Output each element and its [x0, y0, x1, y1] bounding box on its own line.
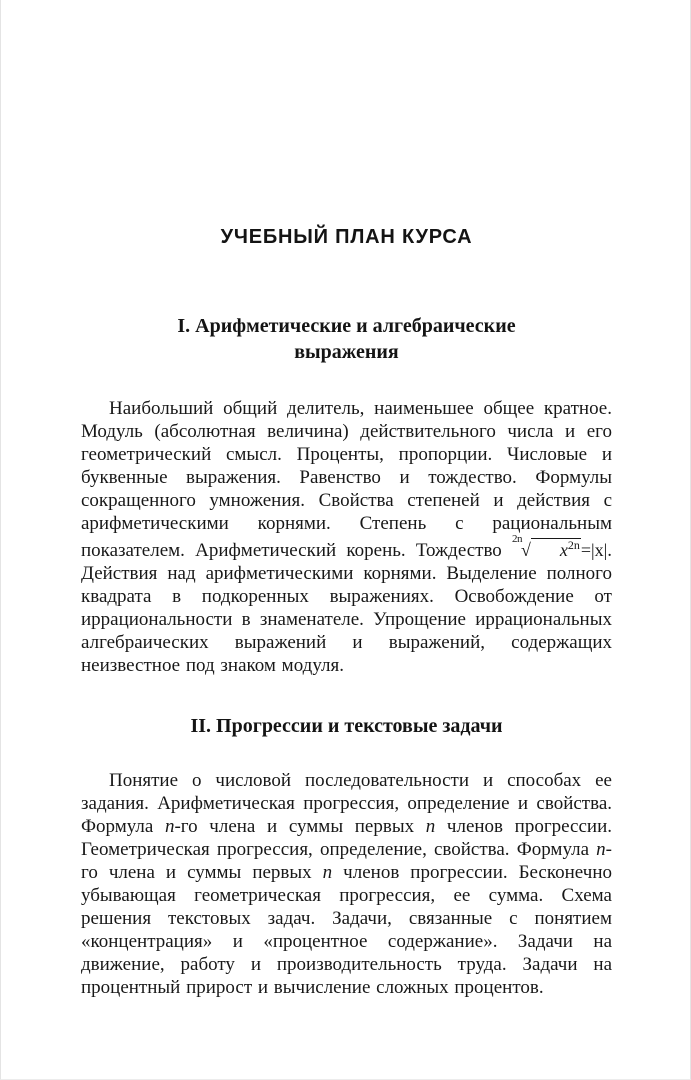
section-1-heading-line-2: выражения: [294, 341, 399, 363]
formula-right-hand-side: =|x|: [580, 540, 608, 560]
paragraph-1-text-before-formula: Наибольший общий делитель, наименьшее общее кратное. Модуль (абсолютная величина) действительного числа и его геометрический смысл. Проценты, пропорции. Числовые и буквенные выражения. Равенство и тождество. Формулы сокращенного умножения. Свойства степеней и действия с арифметическими корнями. Степень с рациональным показателем. Арифметический корень. Тождество: [81, 398, 612, 561]
paragraph-2-segment: -го члена и суммы первых: [174, 816, 426, 837]
text-block: [1, 0, 690, 999]
section-1-heading-line-1: I. Арифметические и алгебраические: [177, 315, 516, 337]
variable-n: n: [322, 862, 333, 883]
paragraph-2-segment: членов прогрессии. Бесконечно убывающая геометрическая прогрессия, ее сумма. Схема решения текстовых задач. Задачи, связанные с понятием «концентрация» и «процентное содержание». Задачи на движение, работу и производительность труда. Задачи на процентный прирост и вычисление сложных процентов.: [81, 862, 612, 998]
root-index: 2n: [512, 533, 522, 545]
radicand-base: x: [559, 540, 568, 560]
paragraph-2-segment: Понятие о числовой последовательности и способах ее задания. Арифметическая прогрессия, определение и свойства. Формула: [81, 770, 612, 837]
paragraph-2: [81, 769, 612, 999]
paragraph-1-text-after-formula: . Действия над арифметическими корнями. Выделение полного квадрата в подкоренных выражениях. Освобождение от иррациональности в знаменателе. Упрощение иррациональных алгебраических выражений и выражений, содержащих неизвестное под знаком модуля.: [81, 540, 612, 676]
variable-n: n: [596, 839, 606, 860]
paragraph-1: [81, 397, 612, 677]
section-1-heading: [81, 313, 612, 365]
paragraph-2-segment: членов прогрессии. Геометрическая прогрессия, определение, свойства. Формула: [81, 816, 612, 860]
variable-n: n: [164, 816, 175, 837]
radicand-exponent: 2n: [567, 538, 580, 552]
paragraph-2-segment: -го члена и суммы первых: [81, 839, 612, 883]
section-2-heading: II. Прогрессии и текстовые задачи: [190, 715, 503, 737]
page-title: УЧЕБНЫЙ ПЛАН КУРСА: [220, 226, 473, 248]
variable-n: n: [425, 816, 436, 837]
radicand: [531, 538, 581, 560]
root-identity-formula: [512, 533, 608, 560]
radical-sign-icon: √: [521, 540, 531, 560]
